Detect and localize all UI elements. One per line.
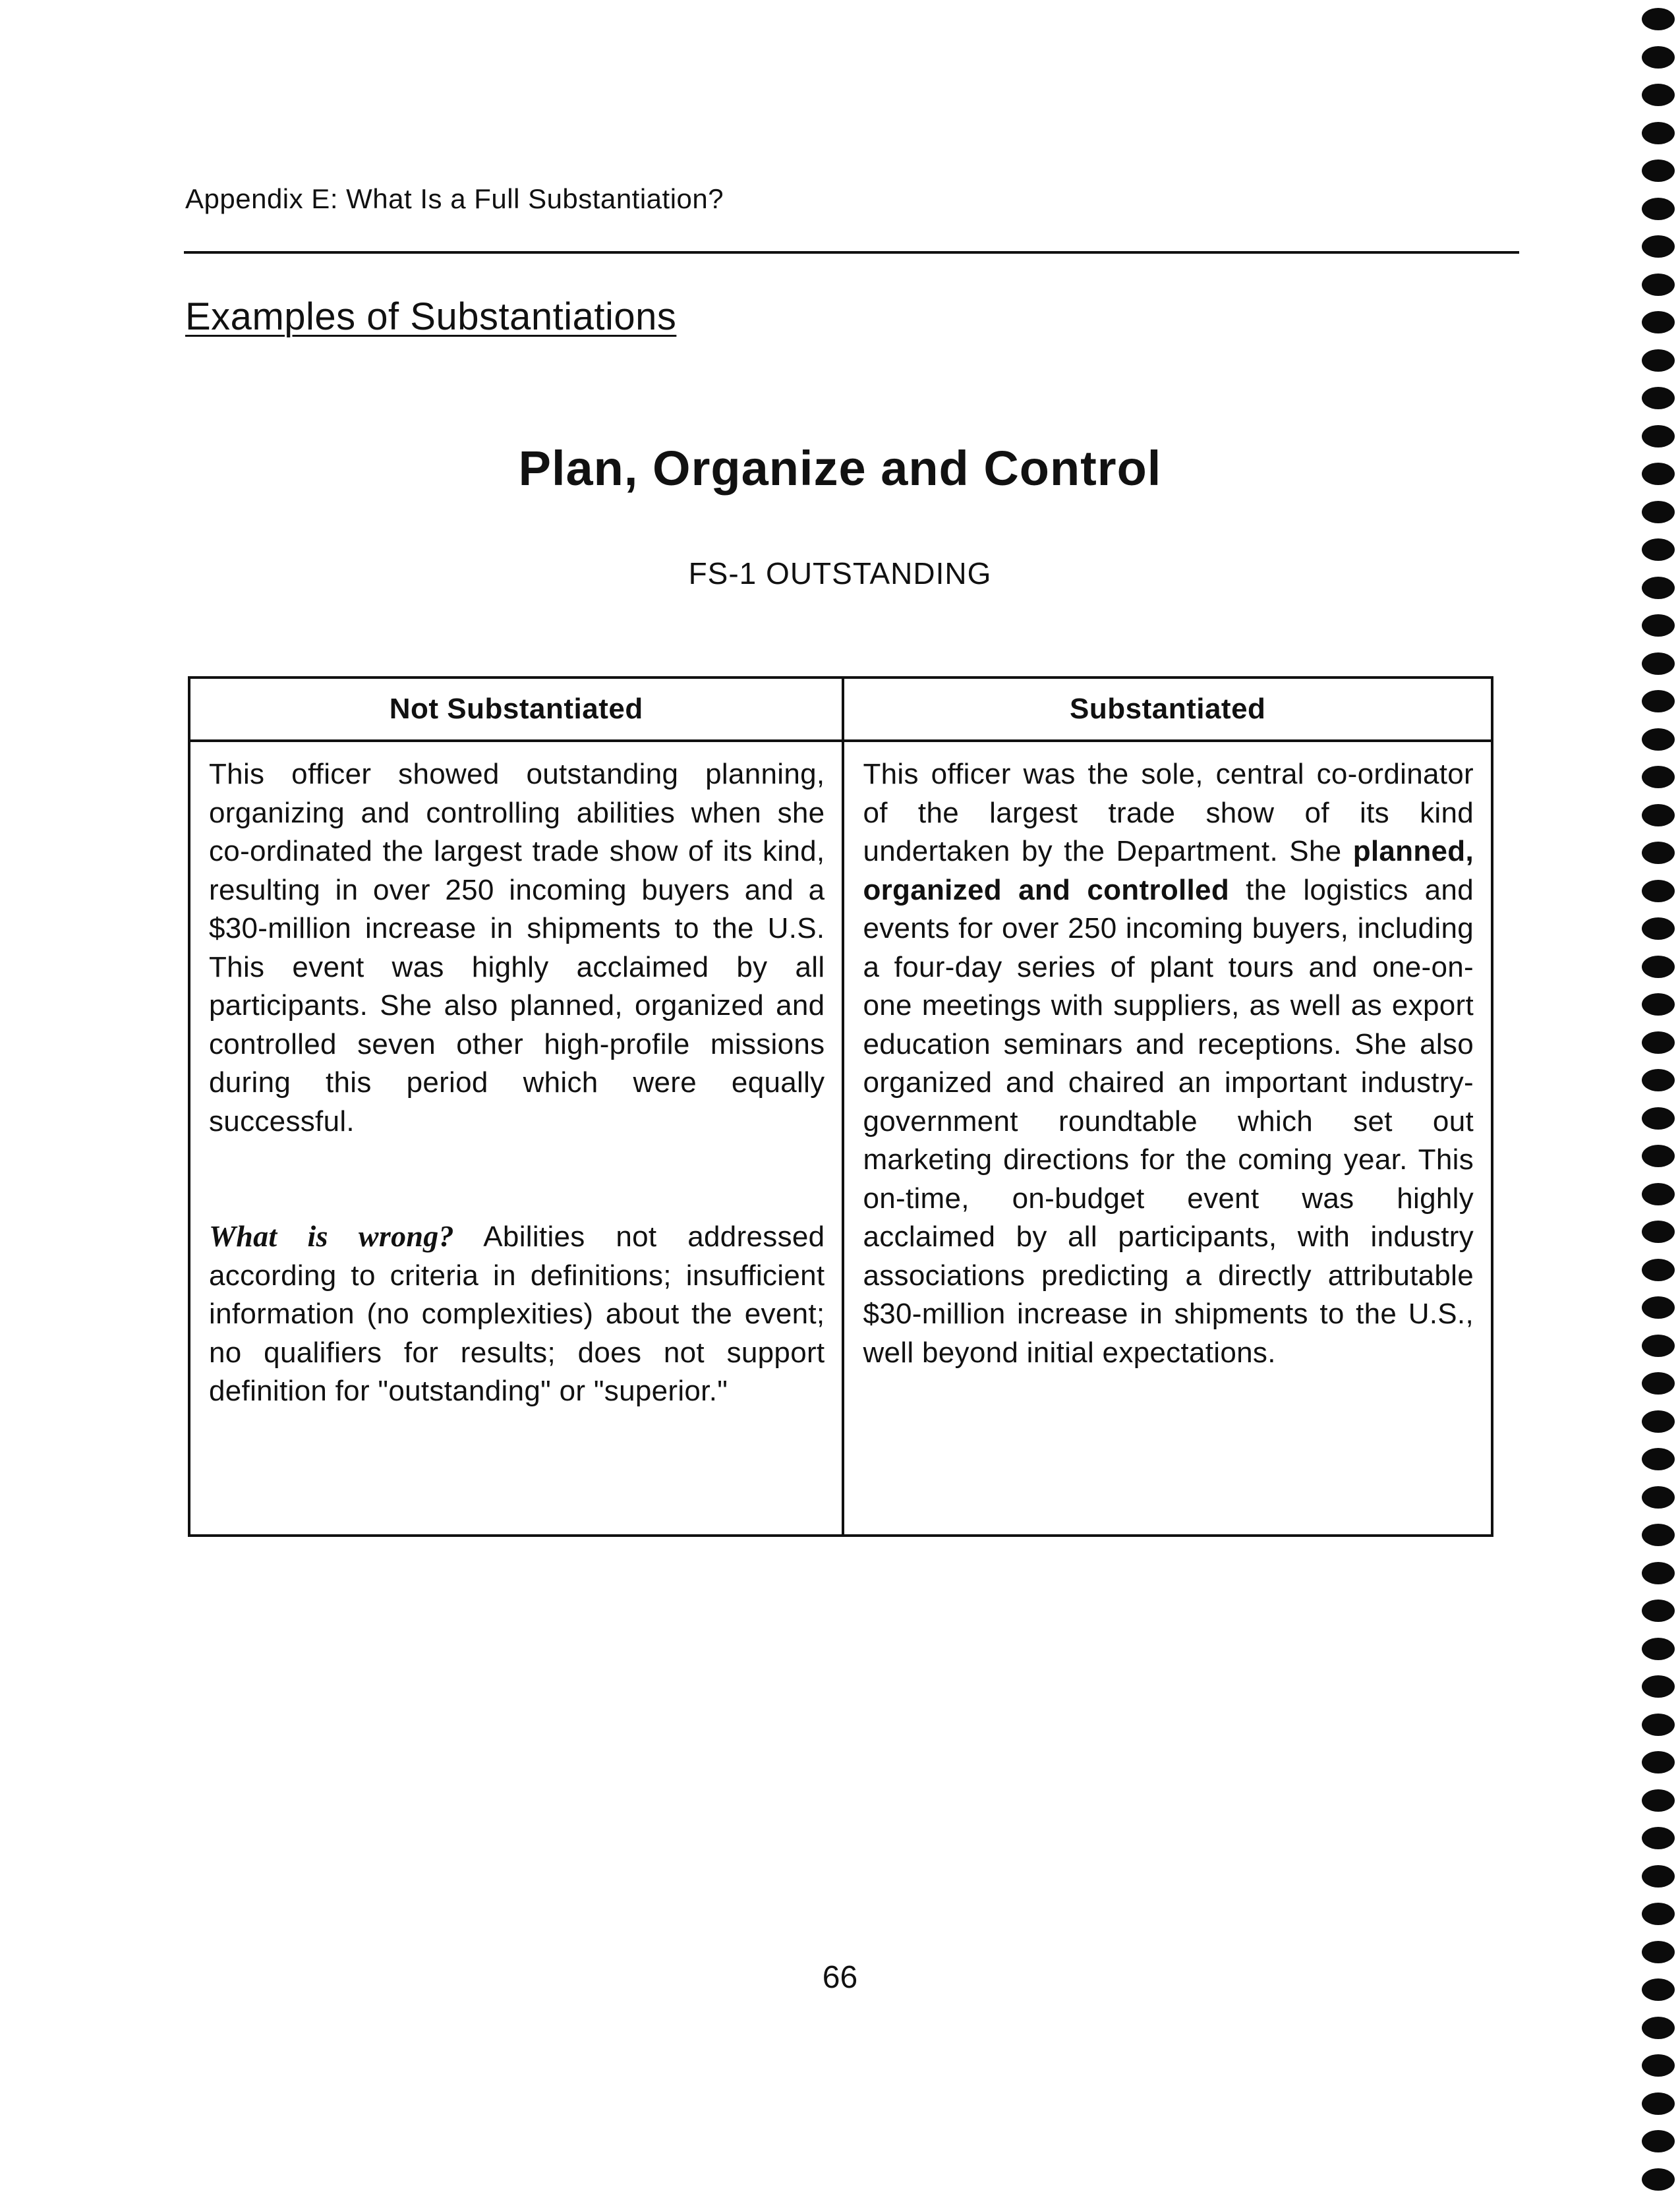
binding-hole: [1642, 311, 1675, 333]
binding-hole: [1642, 614, 1675, 637]
running-header: Appendix E: What Is a Full Substantiation?: [185, 183, 724, 214]
not-substantiated-cell: [189, 741, 843, 1536]
binding-hole: [1642, 1903, 1675, 1925]
critique-note: [209, 1217, 825, 1411]
binding-hole: [1642, 2130, 1675, 2152]
binding-hole: [1642, 766, 1675, 788]
binding-hole: [1642, 425, 1675, 447]
binding-hole: [1642, 1524, 1675, 1546]
critique-label: What is wrong?: [209, 1219, 454, 1253]
binding-hole: [1642, 1675, 1675, 1698]
binding-hole: [1642, 235, 1675, 258]
binding-hole: [1642, 1486, 1675, 1509]
binding-hole: [1642, 84, 1675, 106]
binding-hole: [1642, 1372, 1675, 1395]
binding-hole: [1642, 1865, 1675, 1888]
spiral-binding-holes: [1642, 0, 1680, 2192]
page-number: 66: [822, 1960, 858, 1995]
binding-hole: [1642, 46, 1675, 69]
binding-hole: [1642, 1827, 1675, 1849]
binding-hole: [1642, 501, 1675, 523]
binding-hole: [1642, 1296, 1675, 1319]
binding-hole: [1642, 2168, 1675, 2191]
binding-hole: [1642, 1335, 1675, 1357]
binding-hole: [1642, 1031, 1675, 1054]
not-substantiated-text: This officer showed outstanding planning, organizing and controlling abilities when she co-ordinated the largest trade show of its kind, resulting in over 250 incoming buyers and a $30-million increase in shipments to the U.S. This event was highly acclaimed by all participants. She also planned, organized and controlled seven other high-profile missions during this period which were equally successful.: [209, 758, 825, 1138]
binding-hole: [1642, 993, 1675, 1016]
binding-hole: [1642, 1410, 1675, 1433]
document-subtitle: FS-1 OUTSTANDING: [688, 556, 992, 591]
substantiated-text-bold: planned, organized and controlled: [863, 835, 1474, 906]
critique-text: Abilities not addressed according to criteria in definitions; insufficient information (no complexities) about the event; no qualifiers for results; does not support definition for "outstanding" or "superior.": [209, 1221, 825, 1407]
binding-hole: [1642, 2092, 1675, 2115]
binding-hole: [1642, 387, 1675, 409]
binding-hole: [1642, 956, 1675, 978]
binding-hole: [1642, 159, 1675, 182]
substantiated-text-part1: This officer was the sole, central co-ordinator of the largest trade show of its kind undertaken by the Department. She: [863, 758, 1474, 867]
binding-hole: [1642, 2017, 1675, 2039]
binding-hole: [1642, 1107, 1675, 1130]
binding-hole: [1642, 804, 1675, 826]
column-header-substantiated: Substantiated: [843, 678, 1492, 741]
substantiated-cell: [843, 741, 1492, 1536]
binding-hole: [1642, 1638, 1675, 1660]
binding-hole: [1642, 2054, 1675, 2077]
binding-hole: [1642, 880, 1675, 902]
binding-hole: [1642, 1183, 1675, 1205]
substantiated-text: [863, 755, 1474, 1372]
binding-hole: [1642, 1714, 1675, 1736]
binding-hole: [1642, 8, 1675, 30]
binding-hole: [1642, 1600, 1675, 1622]
binding-hole: [1642, 1751, 1675, 1774]
binding-hole: [1642, 577, 1675, 599]
binding-hole: [1642, 538, 1675, 561]
header-divider: [184, 251, 1519, 254]
binding-hole: [1642, 1562, 1675, 1584]
substantiated-text-part2: the logistics and events for over 250 incoming buyers, including a four-day series of plant tours and one-on-one meetings with suppliers, as well as export education seminars and receptions. She also organized and chaired an important industry-government roundtable which set out marketing directions for the coming year. This on-time, on-budget event was highly acclaimed by all participants, with industry associations predicting a directly attributable $30-million increase in shipments to the U.S., well beyond initial expectations.: [863, 873, 1474, 1369]
column-header-not-substantiated: Not Substantiated: [189, 678, 843, 741]
binding-hole: [1642, 1145, 1675, 1167]
table-row: [189, 741, 1492, 1536]
binding-hole: [1642, 917, 1675, 940]
binding-hole: [1642, 198, 1675, 220]
binding-hole: [1642, 842, 1675, 864]
binding-hole: [1642, 1448, 1675, 1470]
comparison-table: [188, 676, 1493, 1537]
binding-hole: [1642, 122, 1675, 144]
binding-hole: [1642, 690, 1675, 712]
binding-hole: [1642, 1259, 1675, 1281]
section-title: Examples of Substantiations: [185, 295, 677, 338]
binding-hole: [1642, 652, 1675, 675]
binding-hole: [1642, 349, 1675, 372]
binding-hole: [1642, 1221, 1675, 1243]
binding-hole: [1642, 728, 1675, 751]
binding-hole: [1642, 1789, 1675, 1812]
binding-hole: [1642, 1978, 1675, 2001]
binding-hole: [1642, 274, 1675, 296]
binding-hole: [1642, 1941, 1675, 1963]
binding-hole: [1642, 463, 1675, 485]
binding-hole: [1642, 1069, 1675, 1091]
table-header-row: [189, 678, 1492, 741]
document-title: Plan, Organize and Control: [518, 441, 1162, 496]
